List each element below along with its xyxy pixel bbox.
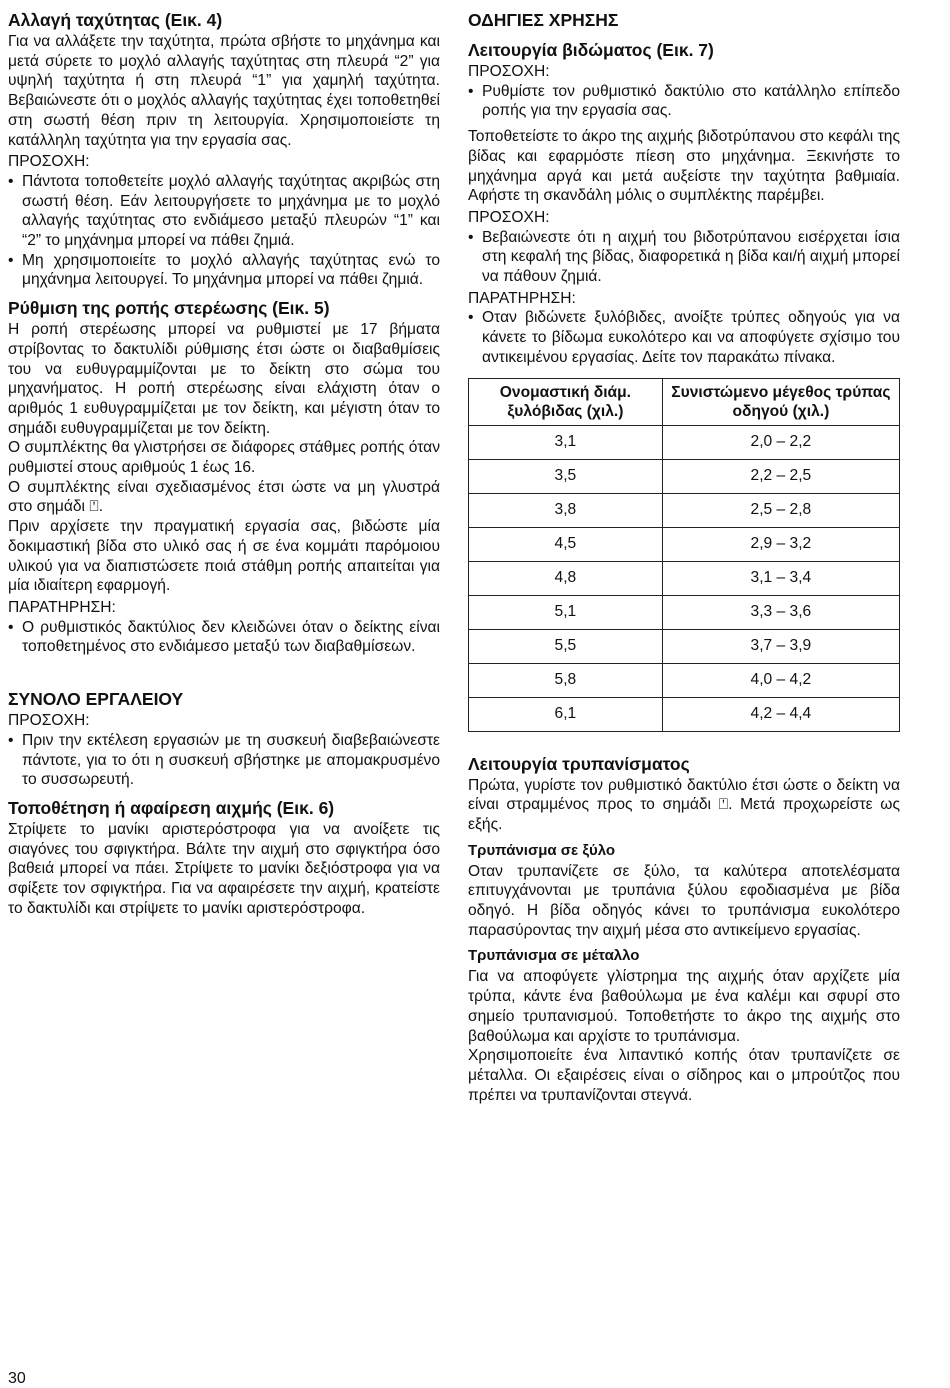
table-header-row [469,378,900,425]
pilot-hole-table [468,378,900,732]
caution-label: ΠΡΟΣΟΧΗ: [468,63,550,80]
torque-text: Η ροπή στερέωσης μπορεί να ρυθμιστεί με 17 βήματα στρίβοντας το δακτυλίδι ρύθμισης έτσι ώστε οι διαβαθμίσεις του να ευθυγραμμίζονται με το δείκτη στο σώμα του μηχανήματος. Η ροπή στερέωσης είναι ελάχιστη όταν ο αριθμός 1 ευθυγραμμίζεται με τον δείκτη, και μέγιστη όταν το σημάδι ευθυγραμμίζεται με τον δείκτη. [8,321,440,437]
screwdriving-heading: Λειτουργία βιδώματος (Εικ. 7) [468,40,714,60]
table-cell: 3,8 [469,493,663,527]
table-cell: 6,1 [469,697,663,731]
table-cell: 3,3 – 3,6 [662,595,899,629]
torque-text: Ο συμπλέκτης θα γλιστρήσει σε διάφορες στάθμες ροπής όταν ρυθμιστεί στους αριθμούς 1 έως 16. [8,439,440,477]
table-row [469,459,900,493]
torque-text: Ο συμπλέκτης είναι σχεδιασμένος έτσι ώστε να μη γλυστρά στο σημάδι ⍞. [8,478,440,516]
table-row [469,629,900,663]
bit-install-heading: Τοποθέτηση ή αφαίρεση αιχμής (Εικ. 6) [8,797,335,818]
table-cell: 3,1 – 3,4 [662,561,899,595]
table-cell: 4,8 [469,561,663,595]
table-row [469,697,900,731]
metal-drilling-heading: Τρυπάνισμα σε μέταλλο [468,947,640,965]
table-cell: 2,0 – 2,2 [662,425,899,459]
table-cell: 2,2 – 2,5 [662,459,899,493]
wood-drilling-text: Οταν τρυπανίζετε σε ξύλο, τα καλύτερα αποτελέσματα επιτυγχάνονται με τρυπάνια ξύλου εφοδιασμένα με βίδα οδηγό. Η βίδα οδηγός κάνει το τρυπάνισμα ευκολότερο παρασύροντας την αιχμή μέσα στο αντικείμενο εργασίας. [468,862,900,939]
table-row [469,561,900,595]
note-list [8,618,440,657]
table-header-screw-diameter: Ονομαστική διάμ. ξυλόβιδας (χιλ.) [469,378,663,425]
screwdriving-text: Τοποθετείστε το άκρο της αιχμής βιδοτρύπανου στο κεφάλι της βίδας και εφαρμόστε πίεση στο μηχάνημα. Ξεκινήστε το μηχάνημα αργά και μετά αυξείστε την ταχύτητα βαθμιαία. Αφήστε τη σκανδάλη μόλις ο συμπλέκτης παρέμβει. [468,128,900,205]
table-row [469,493,900,527]
table-cell: 5,1 [469,595,663,629]
torque-text: Πριν αρχίσετε την πραγματική εργασία σας, βιδώστε μία δοκιμαστική βίδα στο υλικό σας ή σε ένα κομμάτι παρόμοιου υλικού για να διαπιστώσετε ποιά στάθμη ροπής απαιτείται για μία ιδιαίτερη εφαρμογή. [8,518,440,595]
right-column [468,8,900,1105]
caution-item: • Πριν την εκτέλεση εργασιών με τη συσκευή διαβεβαιώνεστε πάντοτε, για το ότι η συσκευή σβήστηκε με απομακρυσμένο το συσσωρευτή. [8,731,440,790]
table-header-pilot-hole: Συνιστώμενο μέγεθος τρύπας οδηγού (χιλ.) [662,378,899,425]
table-cell: 3,5 [469,459,663,493]
wood-drilling-heading: Τρυπάνισμα σε ξύλο [468,841,616,859]
table-cell: 3,1 [469,425,663,459]
drilling-heading: Λειτουργία τρυπανίσματος [468,753,690,774]
table-cell: 2,9 – 3,2 [662,527,899,561]
table-cell: 2,5 – 2,8 [662,493,899,527]
page-number: 30 [8,1370,26,1387]
table-cell: 5,8 [469,663,663,697]
table-row [469,425,900,459]
drilling-text: Πρώτα, γυρίστε τον ρυθμιστικό δακτύλιο έτσι ώστε ο δείκτη να είναι στραμμένος προς το σημάδι ⍞. Μετά προχωρείστε ως εξής. [468,776,900,833]
table-cell: 4,5 [469,527,663,561]
table-cell: 4,0 – 4,2 [662,663,899,697]
speed-change-heading: Αλλαγή ταχύτητας (Εικ. 4) [8,10,223,30]
table-row [469,527,900,561]
operation-heading: ΟΔΗΓΙΕΣ ΧΡΗΣΗΣ [468,10,619,30]
caution-item: • Ρυθμίστε τον ρυθμιστικό δακτύλιο στο κατάλληλο επίπεδο ροπής για την εργασία σας. [468,82,900,121]
bit-install-text: Στρίψετε το μανίκι αριστερόστροφα για να ανοίξετε τις σιαγόνες του σφιγκτήρα. Βάλτε την αιχμή στο σφιγκτήρα όσο βαθειά μπορεί να πάει. Στρίψετε το μανίκι δεξιόστροφα για να σφίξετε τον σφιγκτήρα. Για να αφαιρέσετε την αιχμή, κρατείστε το δακτυλίδι και στρίψετε το μανίκι αριστερόστροφα. [8,820,440,917]
caution-label: ΠΡΟΣΟΧΗ: [468,208,550,226]
caution-list [8,172,440,290]
table-cell: 5,5 [469,629,663,663]
note-list [468,308,900,367]
caution-list [468,228,900,287]
caution-list [468,82,900,121]
metal-drilling-text: Χρησιμοποιείτε ένα λιπαντικό κοπής όταν τρυπανίζετε σε μέταλλα. Οι εξαιρέσεις είναι ο σίδηρος και ο μπρούτζος που πρέπει να τρυπανίζονται στεγνά. [468,1047,900,1104]
torque-heading: Ρύθμιση της ροπής στερέωσης (Εικ. 5) [8,298,330,319]
caution-list [8,731,440,790]
caution-item: • Μη χρησιμοποιείτε το μοχλό αλλαγής ταχύτητας ενώ το μηχάνημα λειτουργεί. Το μηχάνημα μπορεί να πάθει ζημιά. [8,251,440,290]
left-column [8,8,440,918]
caution-item: • Πάντοτα τοποθετείτε μοχλό αλλαγής ταχύτητας ακριβώς στη σωστή θέση. Εάν λειτουργήσετε το μηχάνημα με το μοχλό αλλαγής ταχύτητας στο ενδιάμεσο μεταξύ πλευρών “1” και “2” το μηχάνημα μπορεί να πάθει ζημιά. [8,172,440,251]
table-row [469,663,900,697]
caution-item: • Βεβαιώνεστε ότι η αιχμή του βιδοτρύπανου εισέρχεται ίσια στη κεφαλή της βίδας, διαφορετικά η βίδα και/ή αιχμή μπορεί να πάθουν ζημιά. [468,228,900,287]
note-item: • Οταν βιδώνετε ξυλόβιδες, ανοίξτε τρύπες οδηγούς για να κάνετε το βίδωμα ευκολότερο και να αποφύγετε σχίσιμο του αντικειμένου εργασίας. Δείτε τον παρακάτω πίνακα. [468,308,900,367]
note-label: ΠΑΡΑΤΗΡΗΣΗ: [468,289,576,307]
speed-change-text: Για να αλλάξετε την ταχύτητα, πρώτα σβήστε το μηχάνημα και μετά σύρετε το μοχλό αλλαγής ταχύτητας στη πλευρά “2” για υψηλή ταχύτητα ή στη πλευρά “1” για χαμηλή ταχύτητα. Βεβαιώνεστε ότι ο μοχλός αλλαγής ταχύτητας έχει τοποθετηθεί στη σωστή θέση πριν τη λειτουργία. Χρησιμοποιείστε τη κατάλληλη ταχύτητα για την εργασία σας. [8,33,440,149]
caution-label: ΠΡΟΣΟΧΗ: [8,712,90,730]
table-cell: 4,2 – 4,4 [662,697,899,731]
table-row [469,595,900,629]
caution-label: ΠΡΟΣΟΧΗ: [8,153,90,171]
tool-assembly-heading: ΣΥΝΟΛΟ ΕΡΓΑΛΕΙΟΥ [8,689,184,710]
metal-drilling-text: Για να αποφύγετε γλίστρημα της αιχμής όταν αρχίζετε μία τρύπα, κάντε ένα βαθούλωμα με ένα καλέμι και σφυρί στο σημείο τρυπανισμού. Τοποθετήστε το άκρο της αιχμής στο βαθούλωμα και αρχίστε το τρυπάνισμα. [468,968,900,1045]
table-cell: 3,7 – 3,9 [662,629,899,663]
note-item: • Ο ρυθμιστικός δακτύλιος δεν κλειδώνει όταν ο δείκτης είναι τοποθετημένος στο ενδιάμεσο μεταξύ των διαβαθμίσεων. [8,618,440,657]
note-label: ΠΑΡΑΤΗΡΗΣΗ: [8,598,116,616]
